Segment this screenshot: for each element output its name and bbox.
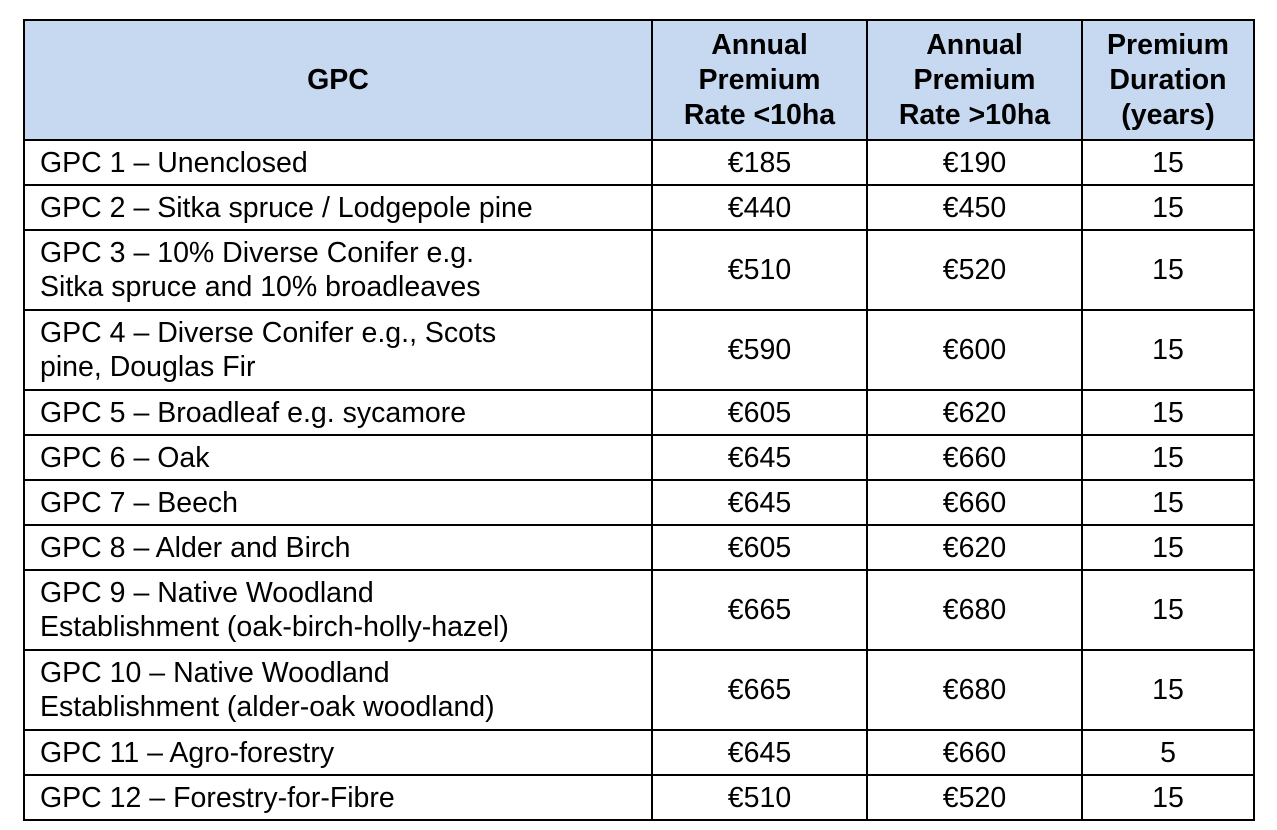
rate-under-10ha-cell: €440 bbox=[652, 185, 867, 230]
rate-over-10ha-cell: €190 bbox=[867, 140, 1082, 185]
table-row bbox=[24, 230, 1254, 310]
header-line: Annual bbox=[711, 28, 808, 61]
rate-under-10ha-cell: €185 bbox=[652, 140, 867, 185]
table-row bbox=[24, 570, 1254, 650]
rate-over-10ha-cell: €660 bbox=[867, 435, 1082, 480]
header-line: Premium bbox=[1107, 28, 1229, 61]
gpc-name-line: GPC 7 – Beech bbox=[40, 486, 239, 519]
gpc-name-line: GPC 10 – Native Woodland bbox=[40, 657, 390, 689]
header-gpc: GPC bbox=[24, 20, 652, 140]
duration-cell: 15 bbox=[1082, 775, 1254, 820]
duration-cell: 15 bbox=[1082, 390, 1254, 435]
duration-cell: 15 bbox=[1082, 525, 1254, 570]
table-row bbox=[24, 140, 1254, 185]
rate-over-10ha-cell: €620 bbox=[867, 525, 1082, 570]
gpc-name-cell bbox=[24, 775, 652, 820]
gpc-name-line: GPC 11 – Agro-forestry bbox=[40, 736, 335, 769]
gpc-name-line: GPC 9 – Native Woodland bbox=[40, 577, 374, 609]
gpc-name-line: GPC 2 – Sitka spruce / Lodgepole pine bbox=[40, 191, 533, 224]
gpc-name-line: GPC 4 – Diverse Conifer e.g., Scots bbox=[40, 317, 497, 349]
rate-under-10ha-cell: €665 bbox=[652, 650, 867, 730]
gpc-name-line: GPC 12 – Forestry-for-Fibre bbox=[40, 781, 395, 814]
gpc-name-cell bbox=[24, 480, 652, 525]
header-rate-under-10ha bbox=[652, 20, 867, 140]
table-row bbox=[24, 390, 1254, 435]
table-header bbox=[24, 20, 1254, 140]
table-row bbox=[24, 480, 1254, 525]
duration-cell: 15 bbox=[1082, 480, 1254, 525]
gpc-name-cell bbox=[24, 570, 652, 650]
header-line: Rate >10ha bbox=[898, 98, 1051, 131]
gpc-name-line: Establishment (alder-oak woodland) bbox=[40, 691, 495, 723]
rate-under-10ha-cell: €605 bbox=[652, 525, 867, 570]
duration-cell: 15 bbox=[1082, 570, 1254, 650]
gpc-name-line: GPC 3 – 10% Diverse Conifer e.g. bbox=[40, 237, 475, 269]
gpc-name-line: GPC 8 – Alder and Birch bbox=[40, 531, 351, 564]
rate-under-10ha-cell: €510 bbox=[652, 230, 867, 310]
gpc-name-line: GPC 6 – Oak bbox=[40, 441, 210, 474]
gpc-name-cell bbox=[24, 140, 652, 185]
header-line: Premium bbox=[698, 63, 821, 96]
header-rate-over-10ha bbox=[867, 20, 1082, 140]
rate-under-10ha-cell: €645 bbox=[652, 730, 867, 775]
gpc-name-cell bbox=[24, 525, 652, 570]
table-row bbox=[24, 775, 1254, 820]
rate-over-10ha-cell: €620 bbox=[867, 390, 1082, 435]
gpc-name-cell bbox=[24, 435, 652, 480]
table-row bbox=[24, 650, 1254, 730]
rate-over-10ha-cell: €660 bbox=[867, 480, 1082, 525]
rate-over-10ha-cell: €520 bbox=[867, 230, 1082, 310]
table-row bbox=[24, 185, 1254, 230]
gpc-name-line: Establishment (oak-birch-holly-hazel) bbox=[40, 611, 509, 643]
premium-rates-table bbox=[23, 19, 1255, 821]
table-body bbox=[24, 140, 1254, 820]
gpc-name-cell bbox=[24, 230, 652, 310]
rate-over-10ha-cell: €520 bbox=[867, 775, 1082, 820]
rate-over-10ha-cell: €660 bbox=[867, 730, 1082, 775]
header-duration bbox=[1082, 20, 1254, 140]
header-line: Rate <10ha bbox=[683, 98, 836, 131]
rate-under-10ha-cell: €645 bbox=[652, 435, 867, 480]
gpc-name-line: Sitka spruce and 10% broadleaves bbox=[40, 271, 481, 303]
gpc-name-cell bbox=[24, 390, 652, 435]
header-line: (years) bbox=[1121, 98, 1215, 131]
rate-under-10ha-cell: €590 bbox=[652, 310, 867, 390]
rate-over-10ha-cell: €680 bbox=[867, 650, 1082, 730]
duration-cell: 15 bbox=[1082, 650, 1254, 730]
gpc-name-cell bbox=[24, 185, 652, 230]
premium-rates-table-container bbox=[23, 19, 1255, 821]
rate-under-10ha-cell: €645 bbox=[652, 480, 867, 525]
gpc-name-cell bbox=[24, 730, 652, 775]
header-line: Duration bbox=[1109, 63, 1227, 96]
rate-under-10ha-cell: €605 bbox=[652, 390, 867, 435]
duration-cell: 15 bbox=[1082, 185, 1254, 230]
table-row bbox=[24, 525, 1254, 570]
duration-cell: 15 bbox=[1082, 140, 1254, 185]
duration-cell: 15 bbox=[1082, 230, 1254, 310]
duration-cell: 15 bbox=[1082, 435, 1254, 480]
table-row bbox=[24, 310, 1254, 390]
gpc-name-cell bbox=[24, 650, 652, 730]
duration-cell: 5 bbox=[1082, 730, 1254, 775]
gpc-name-line: pine, Douglas Fir bbox=[40, 351, 256, 383]
header-row bbox=[24, 20, 1254, 140]
table-row bbox=[24, 435, 1254, 480]
header-line: Annual bbox=[926, 28, 1023, 61]
gpc-name-line: GPC 1 – Unenclosed bbox=[40, 146, 308, 179]
header-line: Premium bbox=[913, 63, 1036, 96]
gpc-name-line: GPC 5 – Broadleaf e.g. sycamore bbox=[40, 396, 467, 429]
table-row bbox=[24, 730, 1254, 775]
rate-over-10ha-cell: €450 bbox=[867, 185, 1082, 230]
rate-over-10ha-cell: €680 bbox=[867, 570, 1082, 650]
rate-under-10ha-cell: €510 bbox=[652, 775, 867, 820]
rate-over-10ha-cell: €600 bbox=[867, 310, 1082, 390]
gpc-name-cell bbox=[24, 310, 652, 390]
duration-cell: 15 bbox=[1082, 310, 1254, 390]
rate-under-10ha-cell: €665 bbox=[652, 570, 867, 650]
